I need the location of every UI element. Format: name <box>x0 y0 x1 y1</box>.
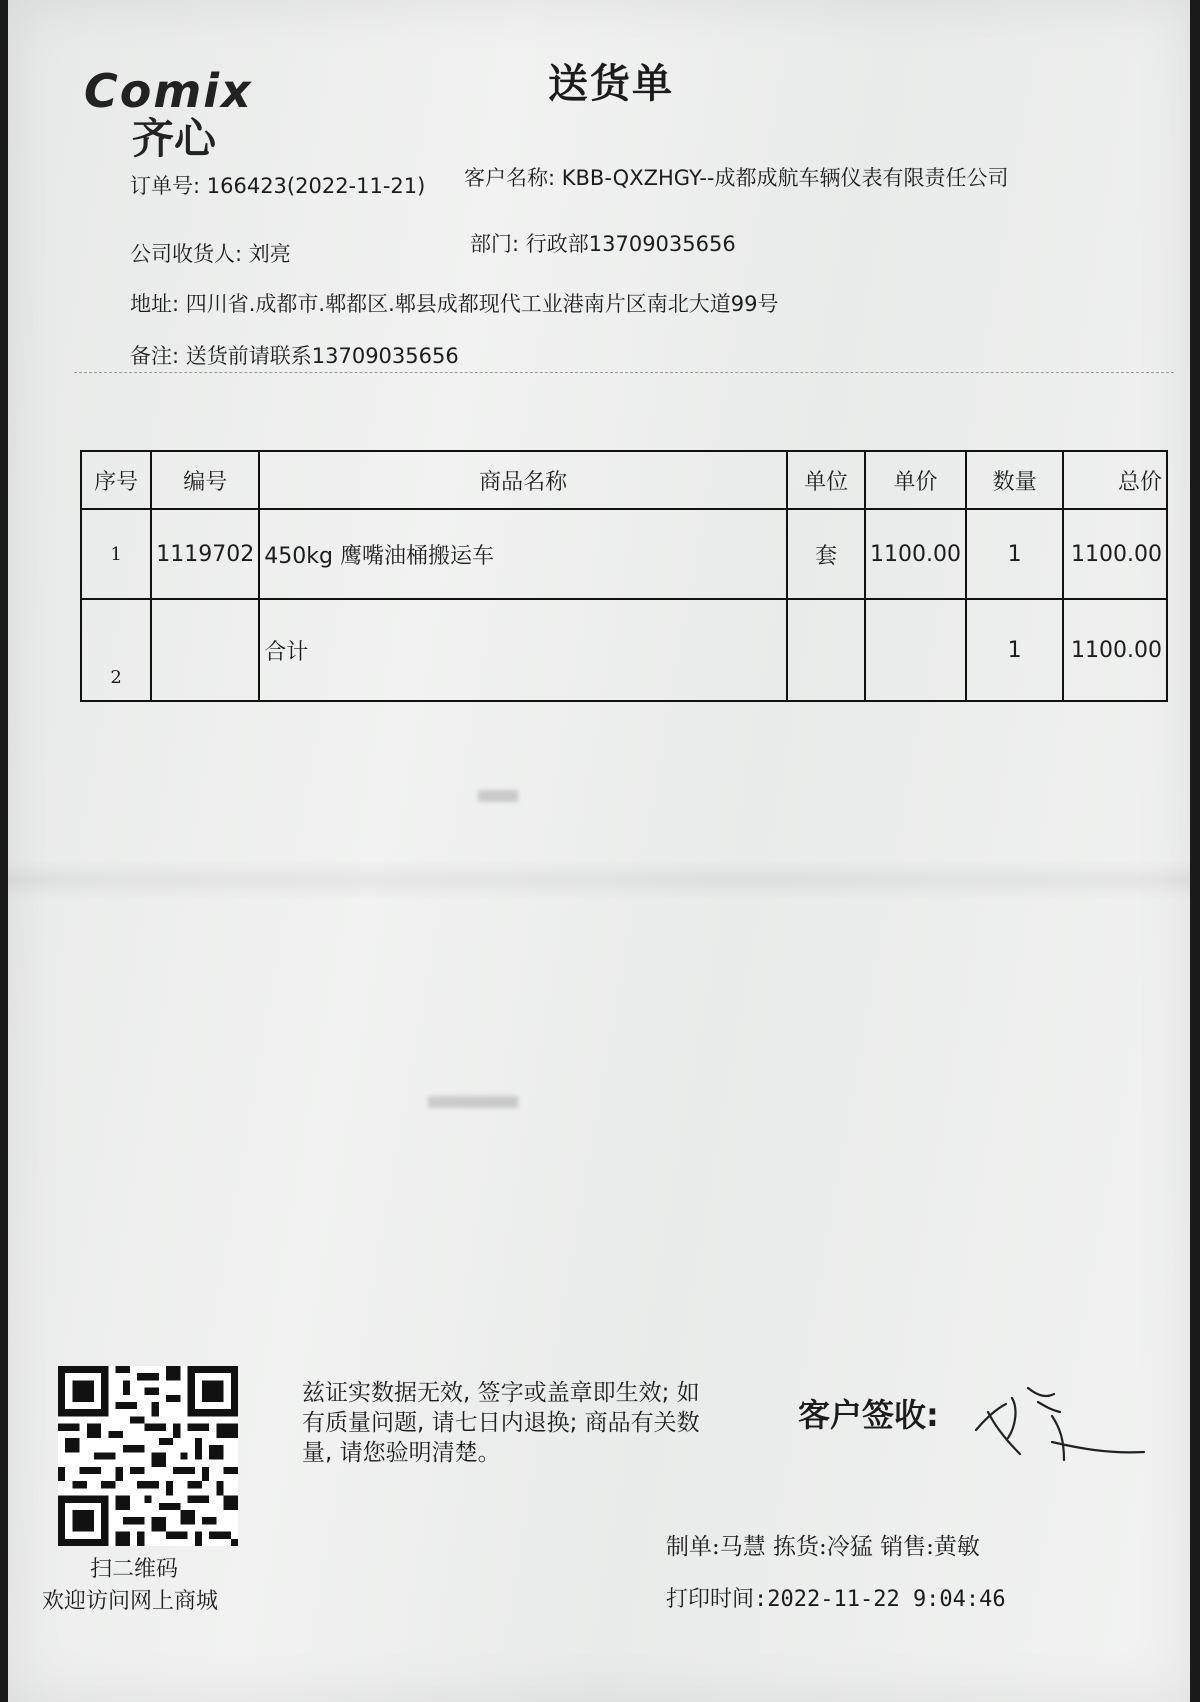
qr-label-mall: 欢迎访问网上商城 <box>42 1589 219 1614</box>
department: 部门: 行政部13709035656 <box>470 232 736 256</box>
cell-unit <box>787 599 865 701</box>
cell-code <box>151 599 259 701</box>
qr-label-scan: 扫二维码 <box>90 1557 179 1582</box>
cell-total: 1100.00 <box>1063 599 1167 701</box>
staff-info: 制单:马慧 拣货:冷猛 销售:黄敏 <box>666 1534 980 1560</box>
cell-unit-price: 1100.00 <box>865 509 966 599</box>
print-time: 打印时间:2022-11-22 9:04:46 <box>666 1587 1006 1612</box>
cell-code: 1119702 <box>151 509 259 599</box>
comix-logo <box>84 64 304 163</box>
cell-quantity: 1 <box>966 509 1063 599</box>
header-unit: 单位 <box>787 451 865 509</box>
table-header-row <box>81 451 1167 509</box>
cell-product-name: 450kg 鹰嘴油桶搬运车 <box>259 509 787 599</box>
logo-brand-cn: 齐心 <box>132 114 217 163</box>
customer-name: 客户名称: KBB-QXZHGY--成都成航车辆仪表有限责任公司 <box>464 166 1009 190</box>
header-unit-price: 单价 <box>865 451 966 509</box>
items-table <box>80 450 1168 702</box>
cell-seq: 1 <box>81 509 151 599</box>
separator <box>74 372 1174 373</box>
cell-product-name: 合计 <box>259 599 787 701</box>
table-row-total <box>81 599 1167 701</box>
header-quantity: 数量 <box>966 451 1063 509</box>
qr-code[interactable] <box>58 1366 238 1546</box>
address: 地址: 四川省.成都市.郫都区.郫县成都现代工业港南片区南北大道99号 <box>130 292 779 316</box>
table-row <box>81 509 1167 599</box>
cell-total: 1100.00 <box>1063 509 1167 599</box>
header-seq: 序号 <box>81 451 151 509</box>
delivery-note-paper <box>8 0 1190 1702</box>
cell-unit: 套 <box>787 509 865 599</box>
notice-text: 兹证实数据无效, 签字或盖章即生效; 如有质量问题, 请七日内退换; 商品有关数量, 请您验明清楚。 <box>302 1380 700 1466</box>
cell-unit-price <box>865 599 966 701</box>
header-code: 编号 <box>151 451 259 509</box>
remark: 备注: 送货前请联系13709035656 <box>130 344 459 368</box>
print-smudge <box>428 1096 518 1108</box>
header-total: 总价 <box>1063 451 1167 509</box>
header-product-name: 商品名称 <box>259 451 787 509</box>
receiver: 公司收货人: 刘亮 <box>130 242 291 266</box>
order-number: 订单号: 166423(2022-11-21) <box>130 174 426 198</box>
customer-signature <box>968 1368 1148 1478</box>
cell-quantity: 1 <box>966 599 1063 701</box>
document-title: 送货单 <box>548 61 674 107</box>
logo-brand: Comix <box>84 64 253 118</box>
print-smudge <box>478 790 518 802</box>
cell-seq: 2 <box>81 599 151 701</box>
customer-sign-label: 客户签收: <box>798 1396 939 1434</box>
